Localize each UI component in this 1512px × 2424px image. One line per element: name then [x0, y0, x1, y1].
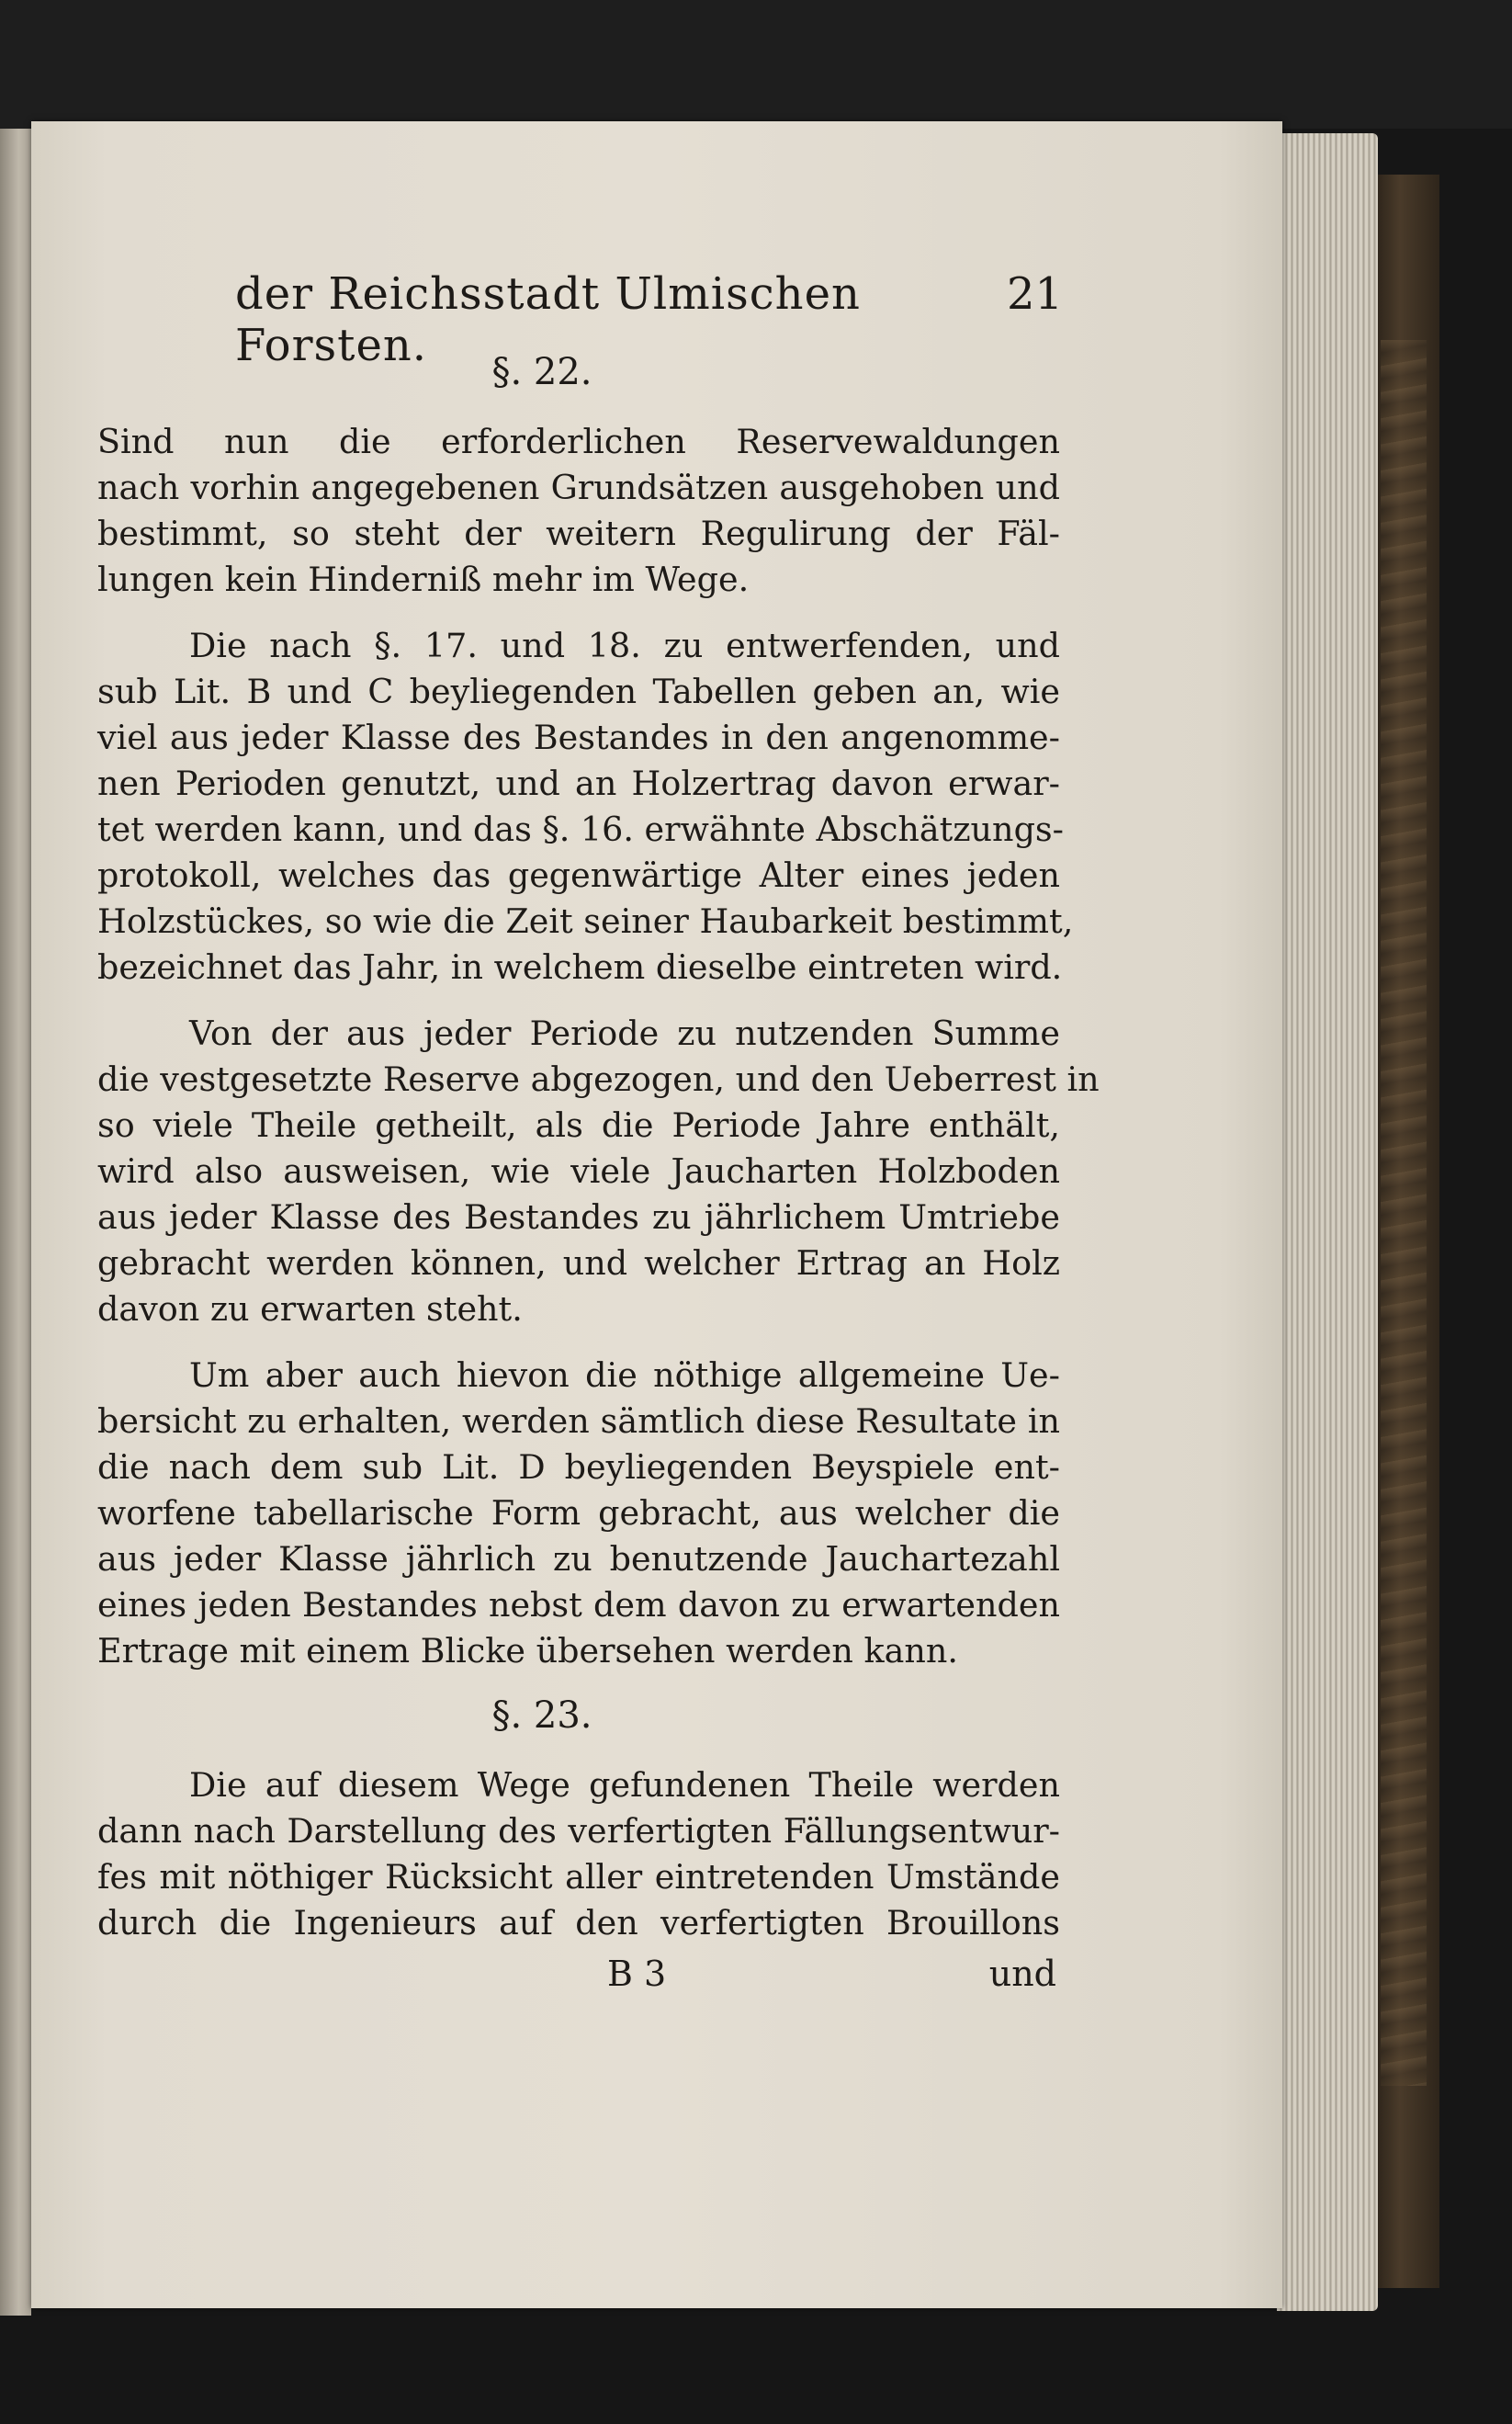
running-title: der Reichsstadt Ulmischen Forsten. [235, 268, 861, 371]
text-line: Um aber auch hievon die nöthige allgemeine Ue- [189, 1355, 1060, 1395]
text-line: bestimmt, so steht der weitern Regulirung der Fäl- [97, 514, 1060, 553]
paragraph [97, 1353, 1060, 1674]
paragraph [97, 419, 1060, 603]
text-line: fes mit nöthiger Rücksicht aller eintretenden Umstände [97, 1857, 1060, 1897]
left-page-edge [0, 129, 31, 2316]
text-line: protokoll, welches das gegenwärtige Alter eines jeden [97, 855, 1060, 895]
text-line: lungen kein Hinderniß mehr im Wege. [97, 560, 750, 599]
text-line: viel aus jeder Klasse des Bestandes in den angenomme- [97, 718, 1060, 757]
text-line: gebracht werden können, und welcher Ertrag an Holz [97, 1243, 1060, 1283]
page-text-block [97, 268, 1100, 2009]
text-line: nach vorhin angegebenen Grundsätzen ausgehoben und [97, 468, 1060, 507]
text-line: dann nach Darstellung des verfertigten Fällungsentwur- [97, 1811, 1060, 1851]
page-footer [97, 1954, 1060, 2009]
page-number: 21 [1007, 268, 1064, 320]
text-line: Von der aus jeder Periode zu nutzenden Summe [189, 1014, 1060, 1053]
text-line: sub Lit. B und C beyliegenden Tabellen geben an, wie [97, 672, 1060, 711]
book-page [31, 121, 1282, 2308]
background-top [0, 0, 1512, 129]
text-line: bersicht zu erhalten, werden sämtlich diese Resultate in [97, 1401, 1060, 1441]
text-line: aus jeder Klasse jährlich zu benutzende Jauchartezahl [97, 1539, 1060, 1579]
text-line: wird also ausweisen, wie viele Jaucharten Holzboden [97, 1151, 1060, 1191]
text-line: tet werden kann, und das §. 16. erwähnte Abschätzungs- [97, 810, 1064, 849]
text-line: eines jeden Bestandes nebst dem davon zu erwartenden [97, 1585, 1060, 1625]
text-line: worfene tabellarische Form gebracht, aus welcher die [97, 1493, 1060, 1533]
text-line: Die nach §. 17. und 18. zu entwerfenden, und [189, 626, 1060, 665]
text-line: Die auf diesem Wege gefundenen Theile werden [189, 1765, 1060, 1805]
text-line: Ertrage mit einem Blicke übersehen werden kann. [97, 1631, 958, 1671]
text-line: aus jeder Klasse des Bestandes zu jährlichem Umtriebe [97, 1197, 1060, 1237]
text-line: so viele Theile getheilt, als die Periode Jahre enthält, [97, 1105, 1060, 1145]
paragraph [97, 623, 1074, 991]
book-cover-edge [1373, 175, 1439, 2288]
paragraph [97, 1011, 1100, 1332]
text-line: nen Perioden genutzt, und an Holzertrag davon erwar- [97, 764, 1060, 803]
text-line: bezeichnet das Jahr, in welchem dieselbe eintreten wird. [97, 947, 1063, 987]
section-mark: §. 22. [491, 351, 592, 393]
text-line: Holzstückes, so wie die Zeit seiner Haubarkeit bestimmt, [97, 901, 1074, 941]
section-mark: §. 23. [491, 1694, 592, 1737]
signature-mark: B 3 [607, 1954, 667, 1994]
page-stack-edges [1277, 133, 1378, 2311]
paragraph [97, 1762, 1060, 1946]
text-line: Sind nun die erforderlichen Reservewaldungen [97, 422, 1060, 461]
text-line: die nach dem sub Lit. D beyliegenden Beyspiele ent- [97, 1447, 1060, 1487]
running-head [97, 268, 1064, 371]
text-line: die vestgesetzte Reserve abgezogen, und den Ueberrest in [97, 1059, 1100, 1099]
catchword: und [988, 1954, 1056, 1994]
text-line: durch die Ingenieurs auf den verfertigten Brouillons [97, 1903, 1060, 1943]
text-line: davon zu erwarten steht. [97, 1289, 523, 1329]
